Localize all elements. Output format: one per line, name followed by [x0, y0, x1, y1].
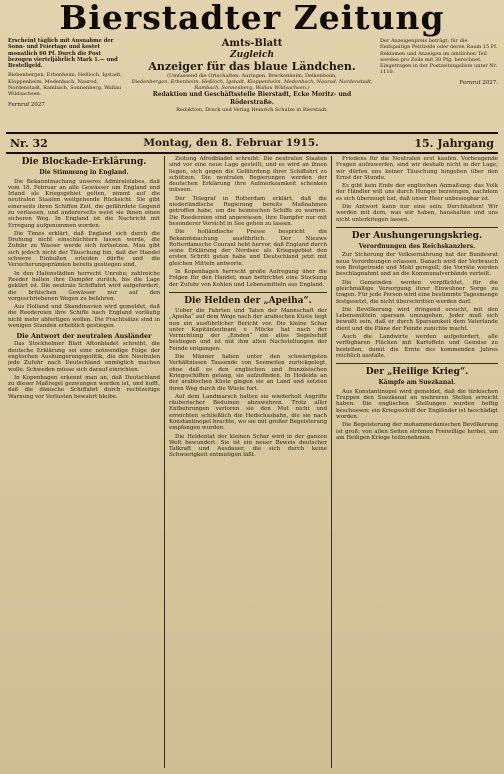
coverage-places: Diedenbergen, Erbenheim, Heßloch, Igstadt, Kloppenheim, Medenbach, Naurod, Nordenstadt, Rambach, Sonnenberg, Wallau Wildsachsen.) — [131, 79, 373, 91]
article-paragraph: Die Gemeinden werden verpflichtet, für die gleichmäßige Versorgung ihrer Einwohner Sorge zu tragen. Für jede Person wird eine bestimmte Tagesmenge festgesetzt, die nicht überschritten werden darf. — [336, 279, 498, 305]
article-headline: Die Blockade-Erklärung. — [21, 157, 147, 167]
article-paragraph: Aus Holland und Skandinavien wird gemeldet, daß die Reedereien ihre Schiffe nach England vorläufig nicht mehr abfertigen wollen. Die Frachtsätze sind in wenigen Stunden erheblich gestiegen. — [8, 304, 160, 330]
header-left-box — [8, 38, 126, 130]
article-subhead: Kämpfe am Suezkanal. — [378, 379, 456, 387]
article-subhead: Die Antwort der neutralen Ausländer — [16, 332, 152, 341]
issue-date: Montag, den 8. Februar 1915. — [143, 137, 319, 149]
article-headline: Der „Heilige Krieg“. — [365, 367, 469, 378]
header-center-box — [130, 38, 374, 130]
article-paragraph: Aus Konstantinopel wird gemeldet, daß die türkischen Truppen den Suezkanal an mehreren Stellen erreicht haben. Die englischen Stellungen wurden heftig beschossen; ein Kriegsschiff der Engländer ist beschädigt worden. — [336, 388, 498, 420]
article-separator — [336, 363, 498, 364]
article-paragraph: Die Begeisterung der mohammedanischen Bevölkerung ist groß; von allen Seiten strömen Freiwillige herbei, um am Heiligen Kriege teilzunehmen. — [336, 422, 498, 441]
article-paragraph: Der Telegraf in Rotterdam erklärt, daß die niederländische Regierung bereits Maßnahmen getroffen habe, um die heimischen Schiffe zu warnen. Die Reedereien sind angewiesen, ihre Dampfer nur mit besonderer Vorsicht in See gehen zu lassen. — [169, 195, 327, 227]
article-paragraph: Es gibt kein Ende der englischen Anmaßung; das Volk der Händler will uns durch Hunger bezwingen, nachdem es sich überzeugt hat, daß unser Heer unbesiegbar ist. — [336, 183, 498, 202]
editorial-office: Redaktion und Geschäftsstelle Bierstadt, Ecke Moritz- und Röderstraße. — [152, 91, 352, 106]
article-paragraph: In den Hafenstädten herrscht Unruhe; zahlreiche Reeder halten ihre Dampfer zurück, bis die Lage geklärt ist. Die neutrale Schiffahrt wird aufgefordert, die britischen Gewässer nur auf den vorgeschriebenen Wegen zu befahren. — [8, 270, 160, 302]
article-paragraph: Ueber die Fahrten und Taten der Mannschaft der „Apeiha“ auf dem Wege nach der arabischen Küste liegt nun ein ausführlicher Bericht vor. Die kleine Schar unter Kapitänleutnant v. Mücke hat nach der Vernichtung der „Emden“ ein altes Segelschiff bestiegen und ist mit ihm allen Nachstellungen der Feinde entgangen. — [169, 307, 327, 352]
article-headline: Die Helden der „Apeiha“. — [184, 295, 312, 306]
volume-year: 15. Jahrgang — [414, 136, 494, 150]
article-paragraph: In Kopenhagen erkennt man an, daß Deutschland zu dieser Maßregel gezwungen worden ist, und hofft, daß die dänische Schiffahrt durch rechtzeitige Warnung vor Verlusten bewahrt bleibe. — [8, 374, 160, 400]
article-separator — [336, 227, 498, 228]
article-paragraph: Die Times erklärt, daß England sich durch die Drohung nicht einschüchtern lassen werde, die Zufuhr zu Wasser werde sich fortsetzen. Man gibt sich jedoch nicht der Täuschung hin, daß der Handel schwere Einbußen erleiden dürfte und die Versicherungsprämien bereits gestiegen sind. — [8, 230, 160, 269]
phone-number-right: Fernruf 2027. — [459, 79, 498, 86]
column-3 — [336, 156, 498, 768]
phone-number-left: Fernruf 2027 — [8, 101, 45, 108]
article-headline: Der Aushungerungskrieg. — [351, 230, 483, 241]
amtsblatt-label: Amts-Blatt — [221, 38, 283, 49]
publisher-line: Redaktion, Druck und Verlag Heinrich Schulze in Bierstadt. — [176, 107, 328, 113]
column-rule — [331, 156, 332, 768]
article-paragraph: Die Bevölkerung wird dringend ersucht, mit den Lebensmitteln sparsam umzugehen. Jeder muß sich bewußt sein, daß er durch Sparsamkeit dem Vaterlande dient und die Pläne der Feinde zunichte macht. — [336, 306, 498, 332]
masthead-title: Bierstadter Zeitung — [59, 0, 445, 37]
column-1 — [8, 156, 160, 768]
anzeiger-label: Anzeiger für das blaue Ländchen. — [148, 60, 356, 73]
article-paragraph: Die Heldentat der kleinen Schar wird in der ganzen Welt bewundert. Sie ist ein neuer Beweis deutscher Tatkraft und Ausdauer, die sich durch keine Schwierigkeit entmutigen läßt. — [169, 433, 327, 459]
article-paragraph: Auf dem Landmarsch hatten sie wiederholt Angriffe räuberischer Beduinen abzuwehren. Trotz aller Entbehrungen verloren sie den Mut nicht und erreichten schließlich die Hedschasbahn, die sie nach Konstantinopel brachte, wo sie mit großer Begeisterung empfangen wurden. — [169, 393, 327, 432]
places-list: Biebenbergen, Erbenheim, Heßloch, Igstadt, Kloppenheim, Medenbach, Naurod, Nordenstadt, Rambach, Sonnenberg, Wallau Wildsachsen. — [8, 72, 122, 98]
article-paragraph: Die holländische Presse bespricht die Bekanntmachung ausführlich. Der Nieuwe Rotterdamsche Courant hebt hervor, daß England durch seine Erklärung der Nordsee als Kriegsgebiet den ersten Schritt getan habe und Deutschland jetzt mit gleichen Mitteln antworte. — [169, 229, 327, 267]
article-subhead: Die Stimmung in England. — [39, 169, 129, 176]
article-paragraph: Die Antwort kann nur eine sein: Durchhalten! Wir werden mit dem, was wir haben, haushalten und uns nicht unterkriegen lassen. — [336, 204, 498, 223]
issue-number: Nr. 32 — [10, 136, 48, 150]
article-subhead: Verordnungen des Reichskanzlers. — [358, 242, 476, 250]
column-rule — [164, 156, 165, 768]
article-paragraph: Zur Sicherung der Volksernährung hat der Bundesrat neue Verordnungen erlassen. Danach wird der Verbrauch von Brotgetreide und Mehl geregelt; die Vorräte werden beschlagnahmt und an die Kommunalverbände verteilt. — [336, 252, 498, 278]
article-paragraph: Die Bekanntmachung unseres Admiralstabes, daß vom 18. Februar an alle Gewässer um England und Irland als Kriegsgebiet gelten, nimmt auf die neutralen Staaten weitgehende Rücksicht. Sie gibt einerseits ihren Schiffen Zeit, die gefährdete Gegend zu verlassen, und andererseits weist sie ihnen einen sicheren Weg. In England ist die Nachricht mit Erregung aufgenommen worden. — [8, 178, 160, 229]
zugleich-label: Zugleich — [230, 50, 274, 60]
article-paragraph: Auch die Landwirte werden aufgefordert, alle verfügbaren Flächen mit Kartoffeln und Gemüse zu bestellen, damit die Ernte des kommenden Jahres reichlich ausfalle. — [336, 334, 498, 359]
article-paragraph: Das Stockholmer Blatt Aftonbladet schreibt, die deutsche Erklärung sei eine notwendige Folge der englischen Aushungerungspolitik, die den Neutralen jede Zufuhr nach Deutschland unmöglich machen wolle. Schweden müsse sich darauf einrichten. — [8, 341, 160, 373]
article-paragraph: Zeitung Afrodbladet schreibt: Die neutralen Staaten sind vor eine neue Lage gestellt, und es wird an ihnen liegen, sich gegen die Gefährdung ihrer Schiffahrt zu schützen. Die neutralen Regierungen werden der deutschen Erklärung ihre Aufmerksamkeit schenken müssen. — [169, 156, 327, 194]
dateline-bar — [6, 132, 498, 154]
article-paragraph: Friedens für die Neutralen erst kaufen. Vorbeugende Fragen aufzuwerfen, sind wir deshalb nicht in der Lage; wir dürfen uns keiner Täuschung hingeben über den Ernst der Stunde. — [336, 156, 498, 181]
subscription-info: Erscheint täglich mit Ausnahme der Sonn- und Feiertage und kostet monatlich 60 Pf. Durch die Post bezogen vierteljährlich Mark 1.— und Bestellgeld. — [8, 38, 118, 70]
article-separator — [169, 292, 327, 293]
coverage-line: (Umfassend die Ortschaften: Auringen, Breckenheim, Delkenheim, — [167, 73, 337, 79]
article-paragraph: In Kopenhagen herrscht große Aufregung über die Folgen für den Handel; man befürchtet eine Stockung der Zufuhr von Kohlen und Lebensmitteln aus England. — [169, 269, 327, 288]
header-right-box — [380, 38, 498, 130]
article-paragraph: Die Männer haben unter den schwierigsten Verhältnissen Tausende von Seemeilen zurückgelegt, ohne daß es den englischen und französischen Kriegsschiffen gelang, sie aufzufinden. In Hodeida an der arabischen Küste gingen sie an Land und setzten ihren Weg durch die Wüste fort. — [169, 354, 327, 392]
advertising-prices: Der Anzeigenpreis beträgt: für die fünfspaltige Petitzeile oder deren Raum 15 Pf. Reklamen und Anzeigen im amtlichen Teil werden pro Zeile mit 30 Pfg. berechnet. Eingetragen in der Postzeitungsliste unter Nr. 1110. — [380, 38, 498, 76]
column-2 — [169, 156, 327, 768]
